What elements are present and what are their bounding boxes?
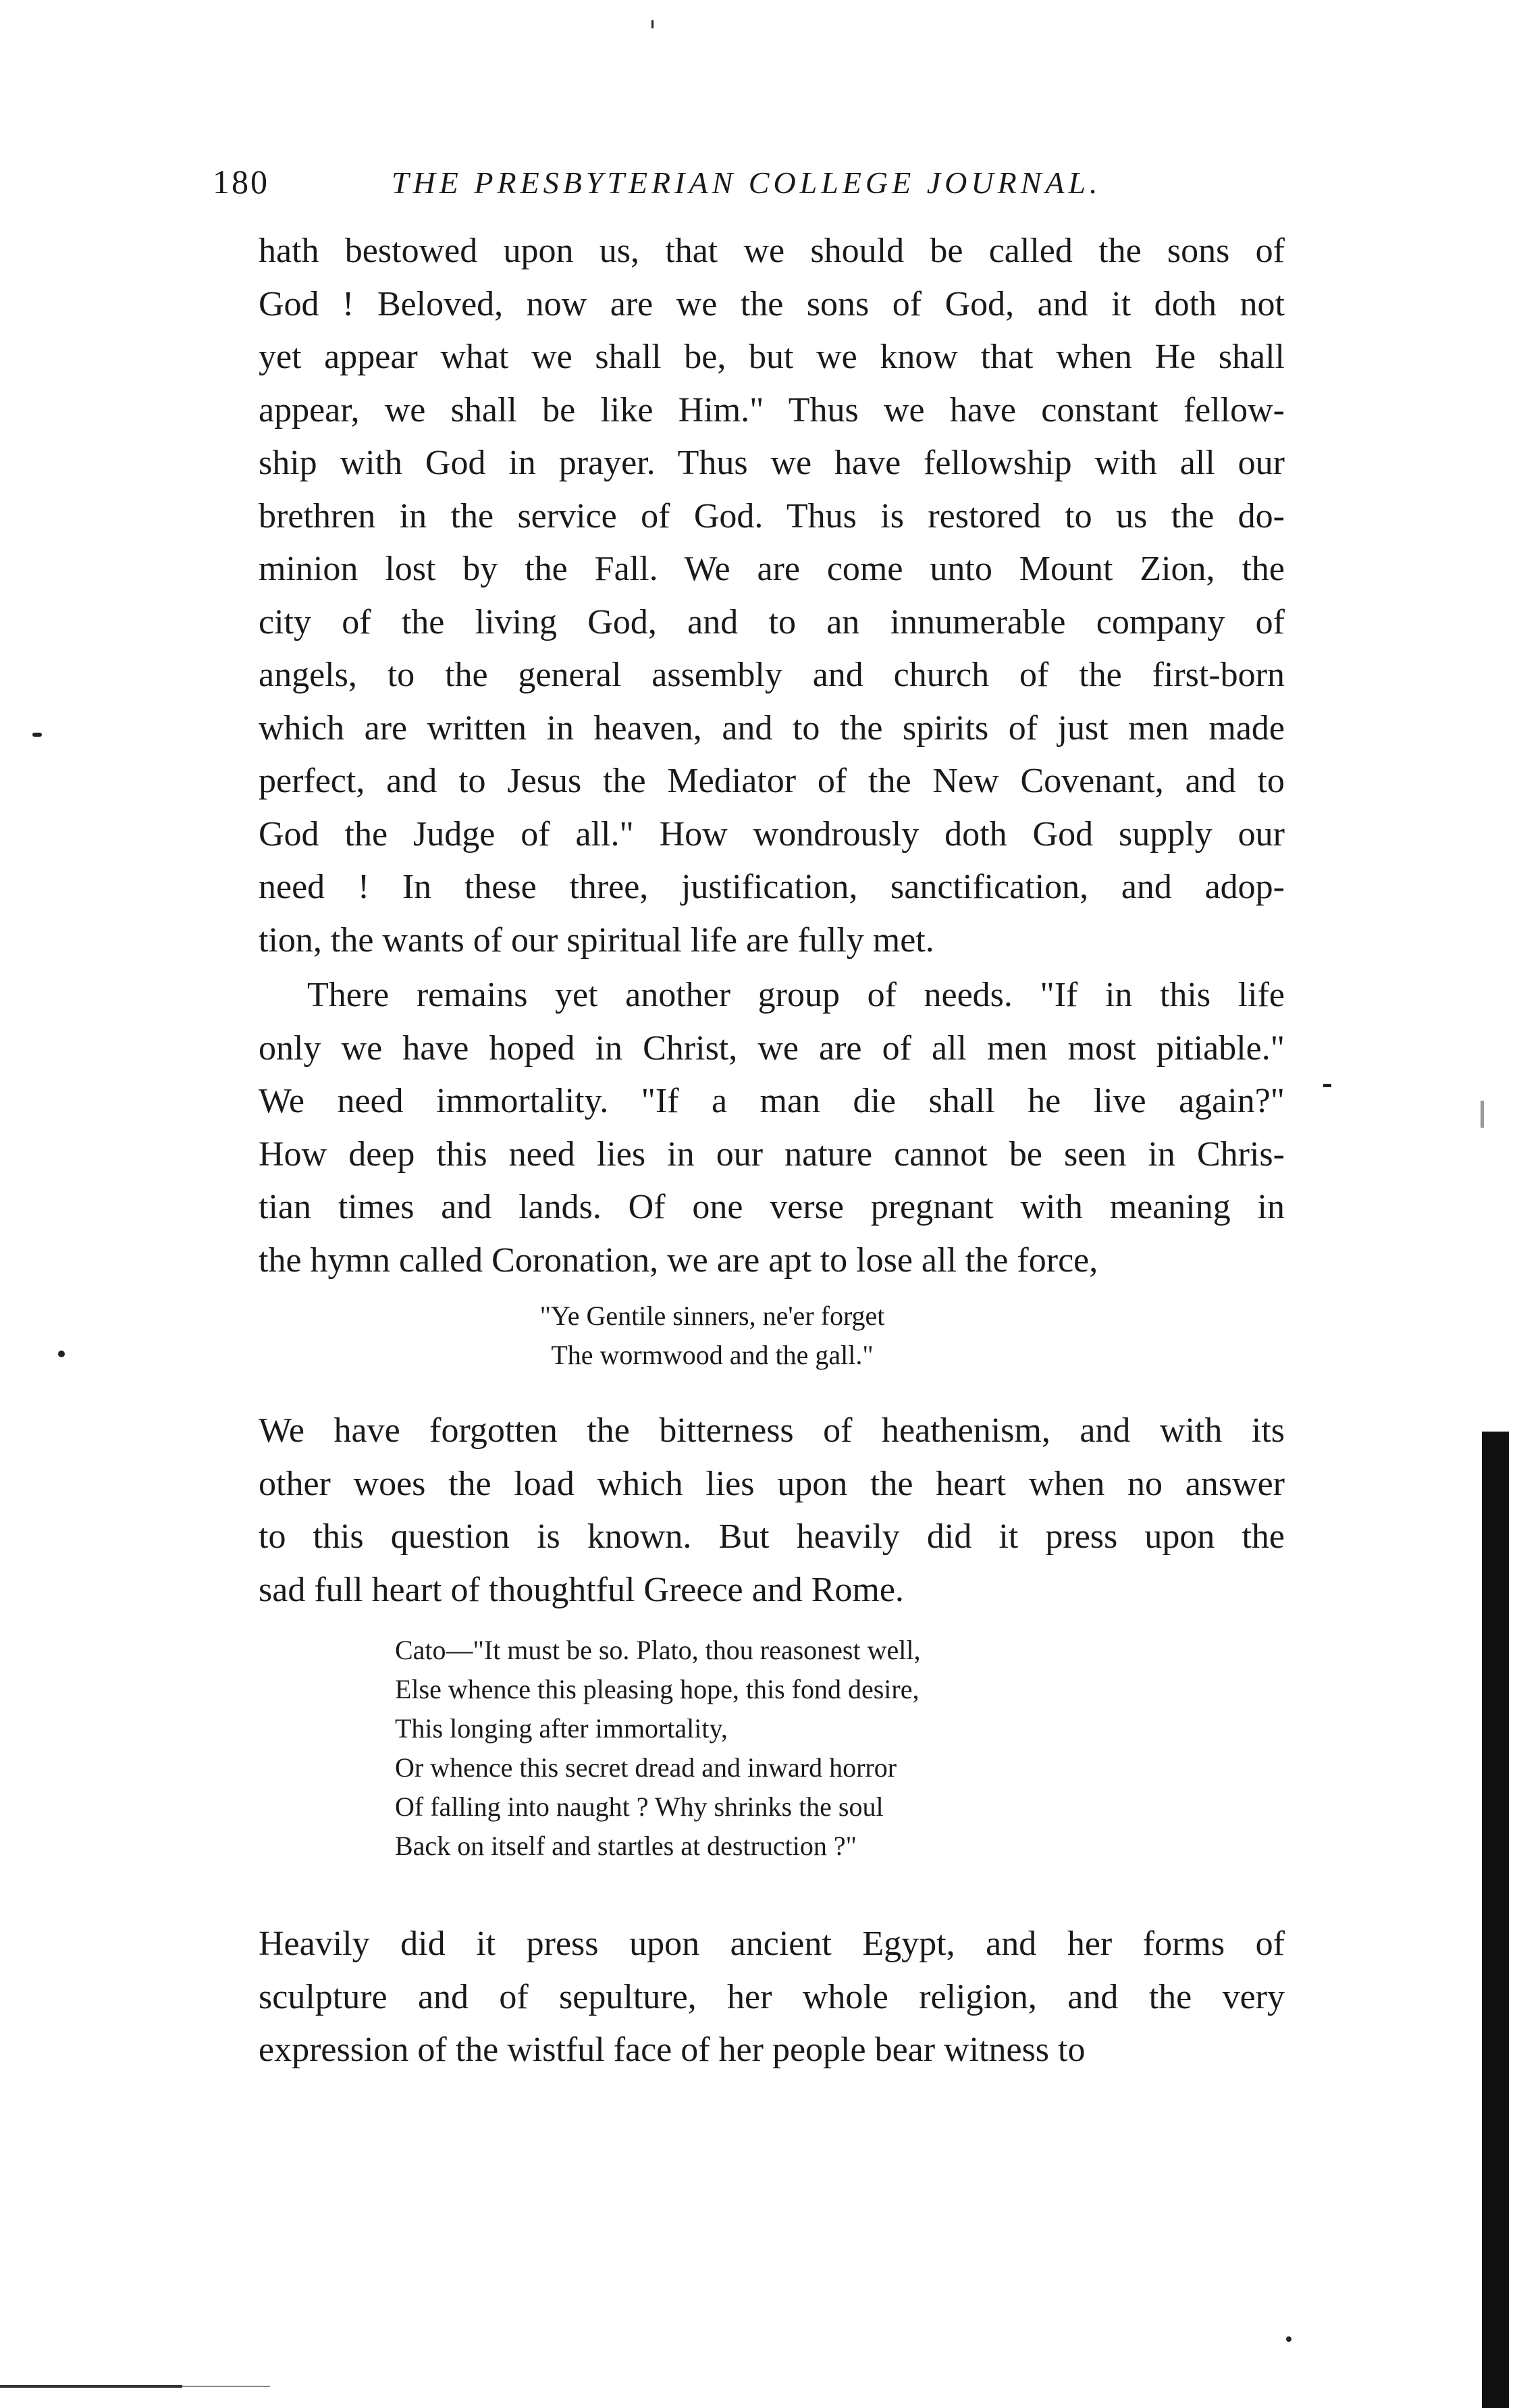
scan-speck	[32, 733, 42, 737]
text-line: tion, the wants of our spiritual life are fully met.	[259, 920, 934, 960]
text-line: There remains yet another group of needs. "If in this life	[307, 976, 1285, 1014]
quote-line: Of falling into naught ? Why shrinks the soul	[395, 1791, 884, 1822]
text-line: God the Judge of all." How wondrously doth God supply our	[259, 814, 1285, 854]
scan-speck	[58, 1351, 65, 1357]
page-edge-bar	[1482, 1432, 1509, 2408]
scan-edge-mark	[1481, 1101, 1484, 1128]
text-line: We have forgotten the bitterness of heathenism, and with its	[259, 1411, 1285, 1450]
bottom-edge-line	[0, 2385, 182, 2388]
page-number: 180	[213, 163, 269, 201]
quote-line: Else whence this pleasing hope, this fond desire,	[395, 1674, 920, 1704]
text-line: city of the living God, and to an innumerable company of	[259, 602, 1285, 642]
text-line: other woes the load which lies upon the heart when no answer	[259, 1464, 1285, 1503]
quote-line: Back on itself and startles at destruction ?"	[395, 1831, 857, 1861]
text-line: yet appear what we shall be, but we know that when He shall	[259, 338, 1285, 376]
quote-line: "Ye Gentile sinners, ne'er forget	[539, 1301, 885, 1331]
scan-speck	[1323, 1084, 1331, 1087]
text-line: angels, to the general assembly and church of the first-born	[259, 656, 1285, 694]
text-line: brethren in the service of God. Thus is restored to us the do-	[259, 496, 1285, 535]
scan-speck	[651, 20, 654, 28]
text-line: God ! Beloved, now are we the sons of God, and it doth not	[259, 284, 1285, 323]
text-line: ship with God in prayer. Thus we have fellowship with all our	[259, 444, 1285, 482]
text-line: How deep this need lies in our nature cannot be seen in Chris-	[259, 1134, 1285, 1174]
text-line: expression of the wistful face of her people bear witness to	[259, 2031, 1086, 2069]
text-line: We need immortality. "If a man die shall he live again?"	[259, 1082, 1285, 1120]
cato-quote	[395, 1631, 920, 1866]
paragraph-2	[259, 969, 1285, 1287]
quote-line: The wormwood and the gall."	[551, 1340, 874, 1370]
paragraph-1	[259, 225, 1285, 967]
text-line: appear, we shall be like Him." Thus we have constant fellow-	[259, 390, 1285, 429]
text-line: need ! In these three, justification, sanctification, and adop-	[259, 868, 1285, 906]
journal-title: THE PRESBYTERIAN COLLEGE JOURNAL.	[392, 165, 1102, 200]
text-line: hath bestowed upon us, that we should be called the sons of	[259, 232, 1285, 270]
text-line: sad full heart of thoughtful Greece and Rome.	[259, 1570, 904, 1609]
quote-line: This longing after immortality,	[395, 1713, 728, 1744]
paragraph-3	[259, 1405, 1285, 1617]
running-header	[213, 162, 1293, 201]
quote-line: Or whence this secret dread and inward horror	[395, 1752, 897, 1783]
text-line: perfect, and to Jesus the Mediator of the New Covenant, and to	[259, 762, 1285, 800]
text-line: which are written in heaven, and to the spirits of just men made	[259, 708, 1285, 748]
bottom-edge-line-faint	[182, 2386, 270, 2387]
paragraph-4	[259, 1918, 1285, 2077]
text-line: tian times and lands. Of one verse pregnant with meaning in	[259, 1188, 1285, 1226]
text-line: Heavily did it press upon ancient Egypt, and her forms of	[259, 1925, 1285, 1963]
hymn-quote	[483, 1297, 942, 1375]
quote-line: Cato—"It must be so. Plato, thou reasonest well,	[395, 1635, 921, 1665]
text-line: the hymn called Coronation, we are apt to lose all the force,	[259, 1240, 1098, 1280]
text-line: to this question is known. But heavily did it press upon the	[259, 1517, 1285, 1556]
text-line: only we have hoped in Christ, we are of all men most pitiable."	[259, 1028, 1285, 1068]
text-line: minion lost by the Fall. We are come unto Mount Zion, the	[259, 550, 1285, 588]
text-line: sculpture and of sepulture, her whole religion, and the very	[259, 1977, 1285, 2016]
scan-speck	[1286, 2336, 1291, 2342]
